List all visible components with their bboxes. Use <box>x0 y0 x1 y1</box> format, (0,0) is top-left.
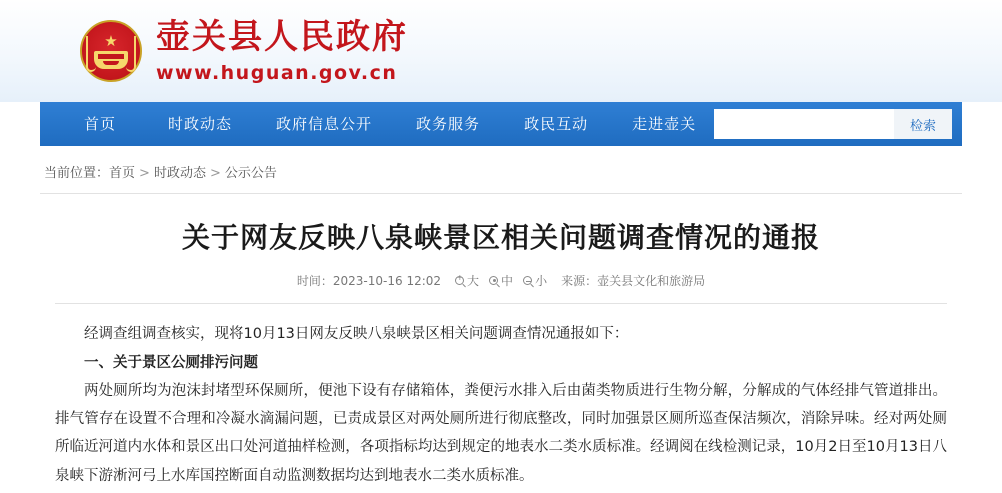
font-size-medium-button[interactable] <box>489 272 513 289</box>
breadcrumb-separator: > <box>209 166 221 181</box>
publish-time <box>297 272 441 289</box>
nav-item-government-services[interactable]: 政务服务 <box>416 115 481 133</box>
search-button[interactable]: 检索 <box>894 109 952 139</box>
main-nav <box>40 102 962 146</box>
article-meta <box>55 272 947 289</box>
page-title: 关于网友反映八泉峡景区相关问题调查情况的通报 <box>181 221 820 254</box>
nav-item-public-interaction[interactable]: 政民互动 <box>524 115 589 133</box>
magnifier-mid-icon <box>489 276 498 285</box>
nav-item-current-affairs[interactable]: 时政动态 <box>168 115 233 133</box>
article-paragraph: 两处厕所均为泡沫封堵型环保厕所，便池下设有存储箱体，粪便污水排入后由菌类物质进行生物分解，分解成的气体经排气管道排出。排气管存在设置不合理和冷凝水滴漏问题，已责成景区对两处厕所进行彻底整改，同时加强景区厕所巡查保洁频次，消除异味。经对两处厕所临近河道内水体和景区出口处河道抽样检测，各项指标均达到规定的地表水二类水质标准。经调阅在线检测记录，10月2日至10月13日八泉峡下游淅河弓上水库国控断面自动监测数据均达到地表水二类水质标准。 <box>55 382 947 484</box>
article-paragraph: 经调查组调查核实，现将10月13日网友反映八泉峡景区相关问题调查情况通报如下： <box>84 326 629 343</box>
article-source-label: 来源： <box>561 274 598 289</box>
breadcrumb-item-home[interactable]: 首页 <box>109 166 136 181</box>
breadcrumb-prefix: 当前位置： <box>44 166 110 181</box>
breadcrumb-item-announcements[interactable]: 公示公告 <box>224 166 277 181</box>
article-source <box>561 272 705 289</box>
font-size-large-button[interactable] <box>455 272 479 289</box>
search-input[interactable] <box>714 109 894 139</box>
site-title: 壶关县人民政府 <box>156 17 408 58</box>
publish-time-label: 时间： <box>296 274 333 289</box>
nav-item-about-huguan[interactable]: 走进壶关 <box>632 115 697 133</box>
meta-divider <box>55 303 947 304</box>
font-size-large-label: 大 <box>467 274 480 289</box>
font-size-small-button[interactable] <box>523 272 547 289</box>
national-emblem-icon: ★ <box>80 20 142 82</box>
article-body <box>55 320 947 490</box>
breadcrumb <box>40 146 962 194</box>
magnifier-plus-icon <box>455 276 464 285</box>
breadcrumb-item-current-affairs[interactable]: 时政动态 <box>153 166 206 181</box>
article-subheading: 一、关于景区公厕排污问题 <box>84 354 258 371</box>
nav-item-government-disclosure[interactable]: 政府信息公开 <box>276 115 373 133</box>
site-url: www.huguan.gov.cn <box>156 61 398 84</box>
magnifier-minus-icon <box>523 276 532 285</box>
nav-item-home[interactable]: 首页 <box>84 115 117 133</box>
font-size-small-label: 小 <box>535 274 548 289</box>
nav-search <box>714 109 952 139</box>
font-size-controls <box>455 272 547 289</box>
font-size-medium-label: 中 <box>501 274 514 289</box>
site-title-block <box>156 18 408 83</box>
article <box>55 194 947 490</box>
breadcrumb-separator: > <box>139 166 150 181</box>
publish-time-value: 2023-10-16 12:02 <box>332 274 442 289</box>
article-source-value: 壶关县文化和旅游局 <box>597 274 706 289</box>
site-header <box>0 0 1002 102</box>
